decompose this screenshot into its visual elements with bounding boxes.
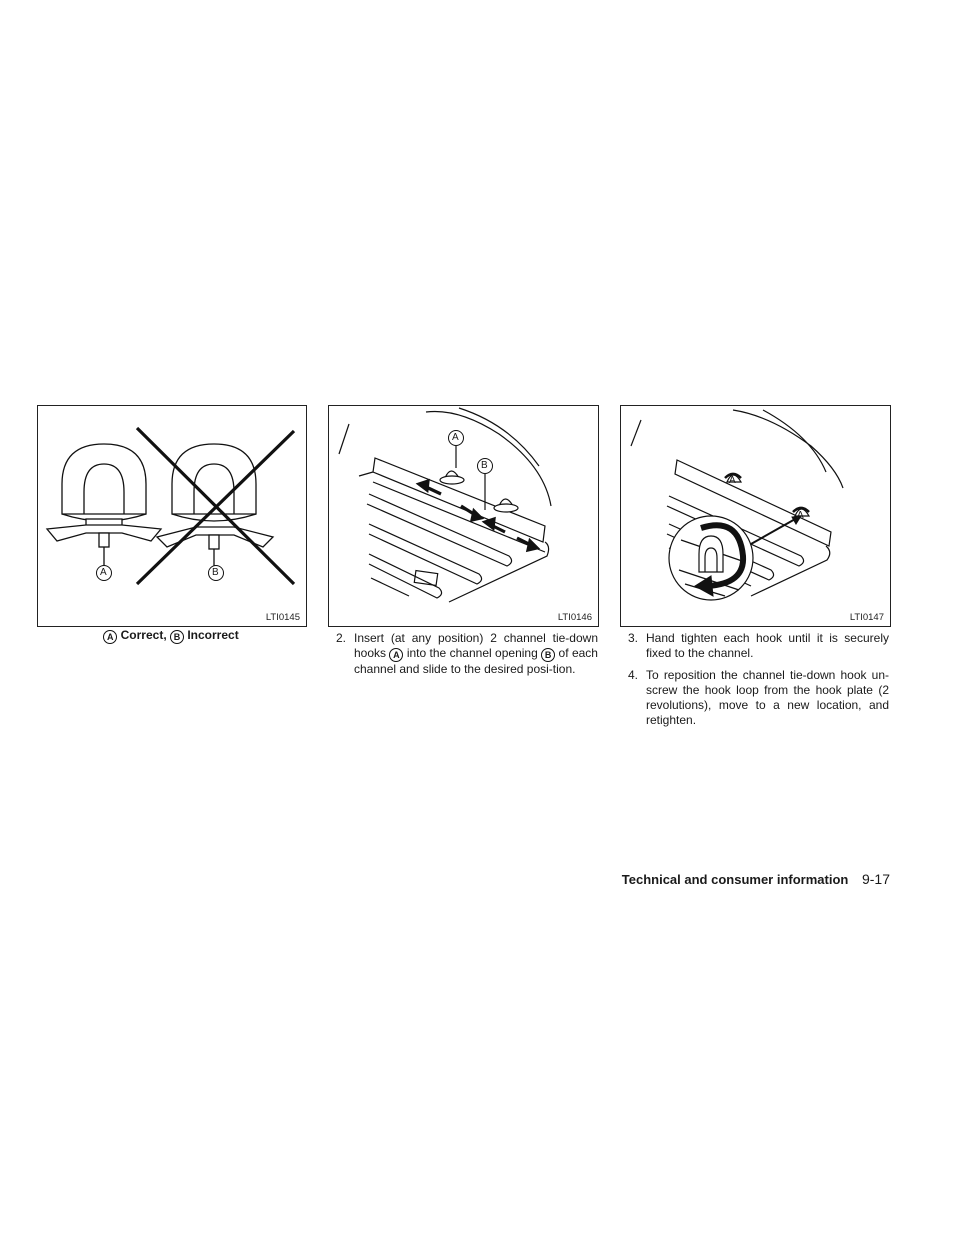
figure-insert-hooks	[328, 405, 599, 627]
ref-b-badge: B	[170, 630, 184, 644]
ref-a-badge: A	[103, 630, 117, 644]
step-4	[628, 668, 889, 728]
step-number: 2.	[336, 631, 347, 645]
section-title: Technical and consumer information	[621, 872, 849, 887]
figure-code: LTI0147	[849, 612, 884, 623]
instructions-column-2	[336, 631, 598, 684]
step-2	[336, 631, 598, 677]
step-text: Hand tighten each hook until it is securely fixed to the channel.	[646, 631, 889, 660]
figure-hook-correct-incorrect	[37, 405, 307, 627]
caption-correct: Correct,	[120, 628, 167, 642]
hook-illustration	[38, 406, 306, 626]
label-a: A	[452, 432, 459, 443]
channel-illustration	[329, 406, 598, 626]
label-b: B	[212, 567, 219, 578]
step-text-part2: into the channel opening	[406, 646, 538, 660]
label-b: B	[481, 460, 488, 471]
step-number: 4.	[628, 668, 639, 682]
page-footer	[622, 871, 890, 887]
ref-b-badge: B	[541, 648, 555, 662]
figure-code: LTI0145	[265, 612, 300, 623]
figure-code: LTI0146	[557, 612, 592, 623]
figure-tighten-hooks	[620, 405, 891, 627]
tighten-illustration	[621, 406, 890, 626]
label-a-second: A	[797, 510, 804, 521]
caption-incorrect: Incorrect	[187, 628, 239, 642]
step-text-part3: of each channel and slide to the desired posi-tion.	[354, 646, 598, 676]
page-number: 9-17	[861, 871, 890, 887]
label-a: A	[100, 567, 107, 578]
step-text: To reposition the channel tie-down hook un-screw the hook loop from the hook plate (2 revolutions), move to a new location, and retighten.	[646, 668, 889, 727]
instructions-column-3	[628, 631, 889, 735]
step-3	[628, 631, 889, 661]
ref-a-badge: A	[389, 648, 403, 662]
label-a: A	[729, 475, 736, 486]
step-number: 3.	[628, 631, 639, 645]
figure-caption	[37, 627, 305, 644]
step-text-part1: Insert (at any position) 2 channel tie-down hooks	[354, 631, 598, 660]
